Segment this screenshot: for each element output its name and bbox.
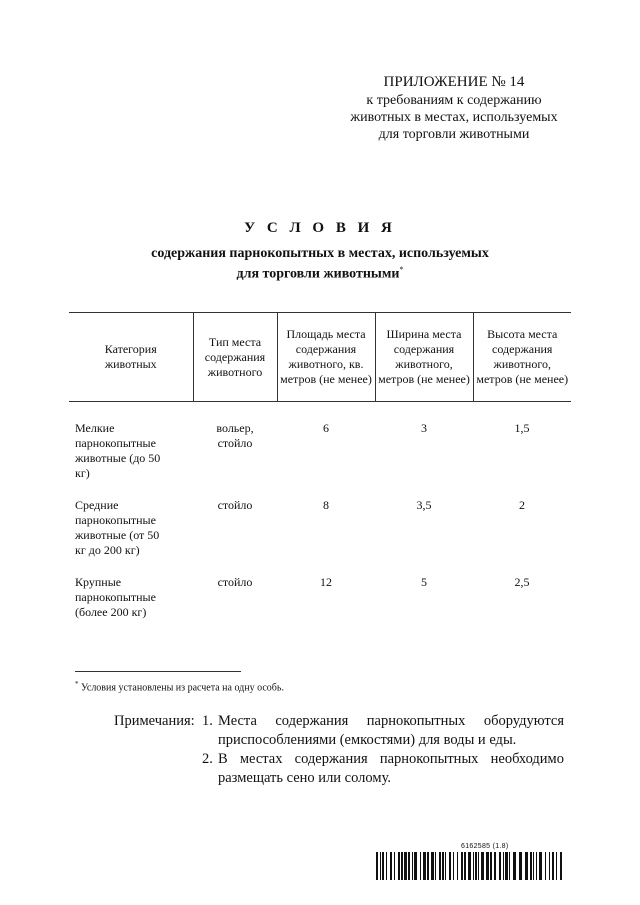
- barcode-bar: [519, 852, 522, 880]
- barcode-bar: [439, 852, 441, 880]
- cell-category: Средние парнокопытные животные (от 50 кг до 200 кг): [75, 498, 160, 557]
- notes-label: Примечания:: [114, 713, 195, 729]
- cell-area: 8: [323, 498, 329, 512]
- footnote-separator: [75, 671, 241, 672]
- barcode-bar: [401, 852, 403, 880]
- cell-type: стойло: [217, 498, 253, 512]
- annex-block: [320, 74, 588, 143]
- barcode-bar: [475, 852, 477, 880]
- table-row: [69, 498, 571, 575]
- barcode-bar: [376, 852, 378, 880]
- cell-type: стойло: [217, 575, 253, 589]
- barcode-bar: [412, 852, 413, 880]
- barcode-bar: [461, 852, 463, 880]
- barcode-bar: [431, 852, 434, 880]
- annex-title: ПРИЛОЖЕНИЕ № 14: [383, 74, 525, 90]
- barcode-bar: [490, 852, 492, 880]
- barcode-bar: [382, 852, 384, 880]
- barcode-bar: [545, 852, 546, 880]
- footnote-mark: *: [75, 680, 79, 688]
- annex-line: животных в местах, используемых: [350, 110, 558, 125]
- barcode-bar: [449, 852, 451, 880]
- barcode-bar: [445, 852, 446, 880]
- barcode-bar: [442, 852, 444, 880]
- barcode-bar: [473, 852, 474, 880]
- cell-area: 12: [320, 575, 332, 589]
- barcode-bar: [505, 852, 508, 880]
- cell-area: 6: [323, 421, 329, 435]
- barcode-bar: [404, 852, 407, 880]
- barcode-bar: [386, 852, 387, 880]
- annex-line: для торговли животными: [378, 127, 530, 142]
- barcode-bar: [420, 852, 421, 880]
- barcode-bar: [408, 852, 410, 880]
- barcode-bar: [427, 852, 429, 880]
- subtitle-line: содержания парнокопытных в местах, используемых: [151, 246, 489, 261]
- barcode-bar: [457, 852, 458, 880]
- barcode-bar: [556, 852, 557, 880]
- barcode-bar: [549, 852, 550, 880]
- notes-list: [202, 712, 564, 788]
- barcode-bar: [380, 852, 381, 880]
- cell-width: 3,5: [416, 498, 432, 512]
- note-number: 2.: [202, 751, 213, 767]
- barcode-bar: [464, 852, 466, 880]
- header-width: Ширина места содержания животного, метров (не менее): [375, 313, 473, 402]
- table-header-row: [69, 313, 571, 402]
- barcode-bar: [423, 852, 426, 880]
- header-category: Категория животных: [69, 313, 193, 402]
- note-item: [202, 712, 564, 750]
- table-row: [69, 402, 571, 499]
- footnote: [75, 680, 284, 693]
- barcode-code: 6162585 (1.8): [461, 843, 509, 850]
- note-item: [202, 750, 564, 788]
- barcode-bar: [481, 852, 484, 880]
- footnote-text: Условия установлены из расчета на одну особь.: [81, 682, 284, 694]
- barcode-bar: [499, 852, 501, 880]
- note-text: Места содержания парнокопытных оборудуются приспособлениями (емкостями) для воды и еды.: [218, 713, 564, 748]
- barcode-bar: [552, 852, 554, 880]
- document-title: У С Л О В И Я: [244, 220, 396, 236]
- header-height: Высота места содержания животного, метров (не менее): [473, 313, 571, 402]
- subtitle-text: для торговли животными: [236, 266, 400, 282]
- barcode-bar: [536, 852, 537, 880]
- cell-category: Мелкие парнокопытные животные (до 50 кг): [75, 421, 161, 480]
- barcode-bar: [525, 852, 528, 880]
- cell-height: 2,5: [514, 575, 530, 589]
- barcode-bar: [503, 852, 504, 880]
- cell-category: Крупные парнокопытные (более 200 кг): [75, 575, 156, 619]
- barcode-bar: [560, 852, 562, 880]
- annex-line: к требованиям к содержанию: [366, 93, 542, 108]
- cell-type: вольер, стойло: [216, 421, 254, 450]
- document-subtitle: [100, 246, 540, 283]
- cell-width: 5: [421, 575, 427, 589]
- barcode-bar: [478, 852, 479, 880]
- barcode-bar: [513, 852, 516, 880]
- barcode-bar: [453, 852, 454, 880]
- barcode-bar: [435, 852, 436, 880]
- cell-height: 2: [519, 498, 525, 512]
- header-area: Площадь места содержания животного, кв. метров (не менее): [277, 313, 375, 402]
- barcode-bar: [398, 852, 400, 880]
- cell-height: 1,5: [514, 421, 530, 435]
- barcode-bar: [414, 852, 417, 880]
- table-row: [69, 575, 571, 637]
- conditions-table: [69, 312, 571, 637]
- barcode-bar: [530, 852, 532, 880]
- barcode-bar: [468, 852, 471, 880]
- barcode-bar: [486, 852, 489, 880]
- note-number: 1.: [202, 713, 213, 729]
- cell-width: 3: [421, 421, 427, 435]
- barcode-bar: [539, 852, 542, 880]
- barcode-bar: [494, 852, 496, 880]
- note-text: В местах содержания парнокопытных необходимо размещать сено или солому.: [218, 751, 564, 786]
- barcode-bar: [394, 852, 395, 880]
- barcode-bar: [533, 852, 534, 880]
- barcode-bar: [390, 852, 392, 880]
- header-type: Тип места содержания животного: [193, 313, 277, 402]
- footnote-mark: *: [399, 265, 404, 274]
- subtitle-line: [100, 262, 540, 283]
- barcode-image: [376, 852, 564, 880]
- barcode-bar: [509, 852, 510, 880]
